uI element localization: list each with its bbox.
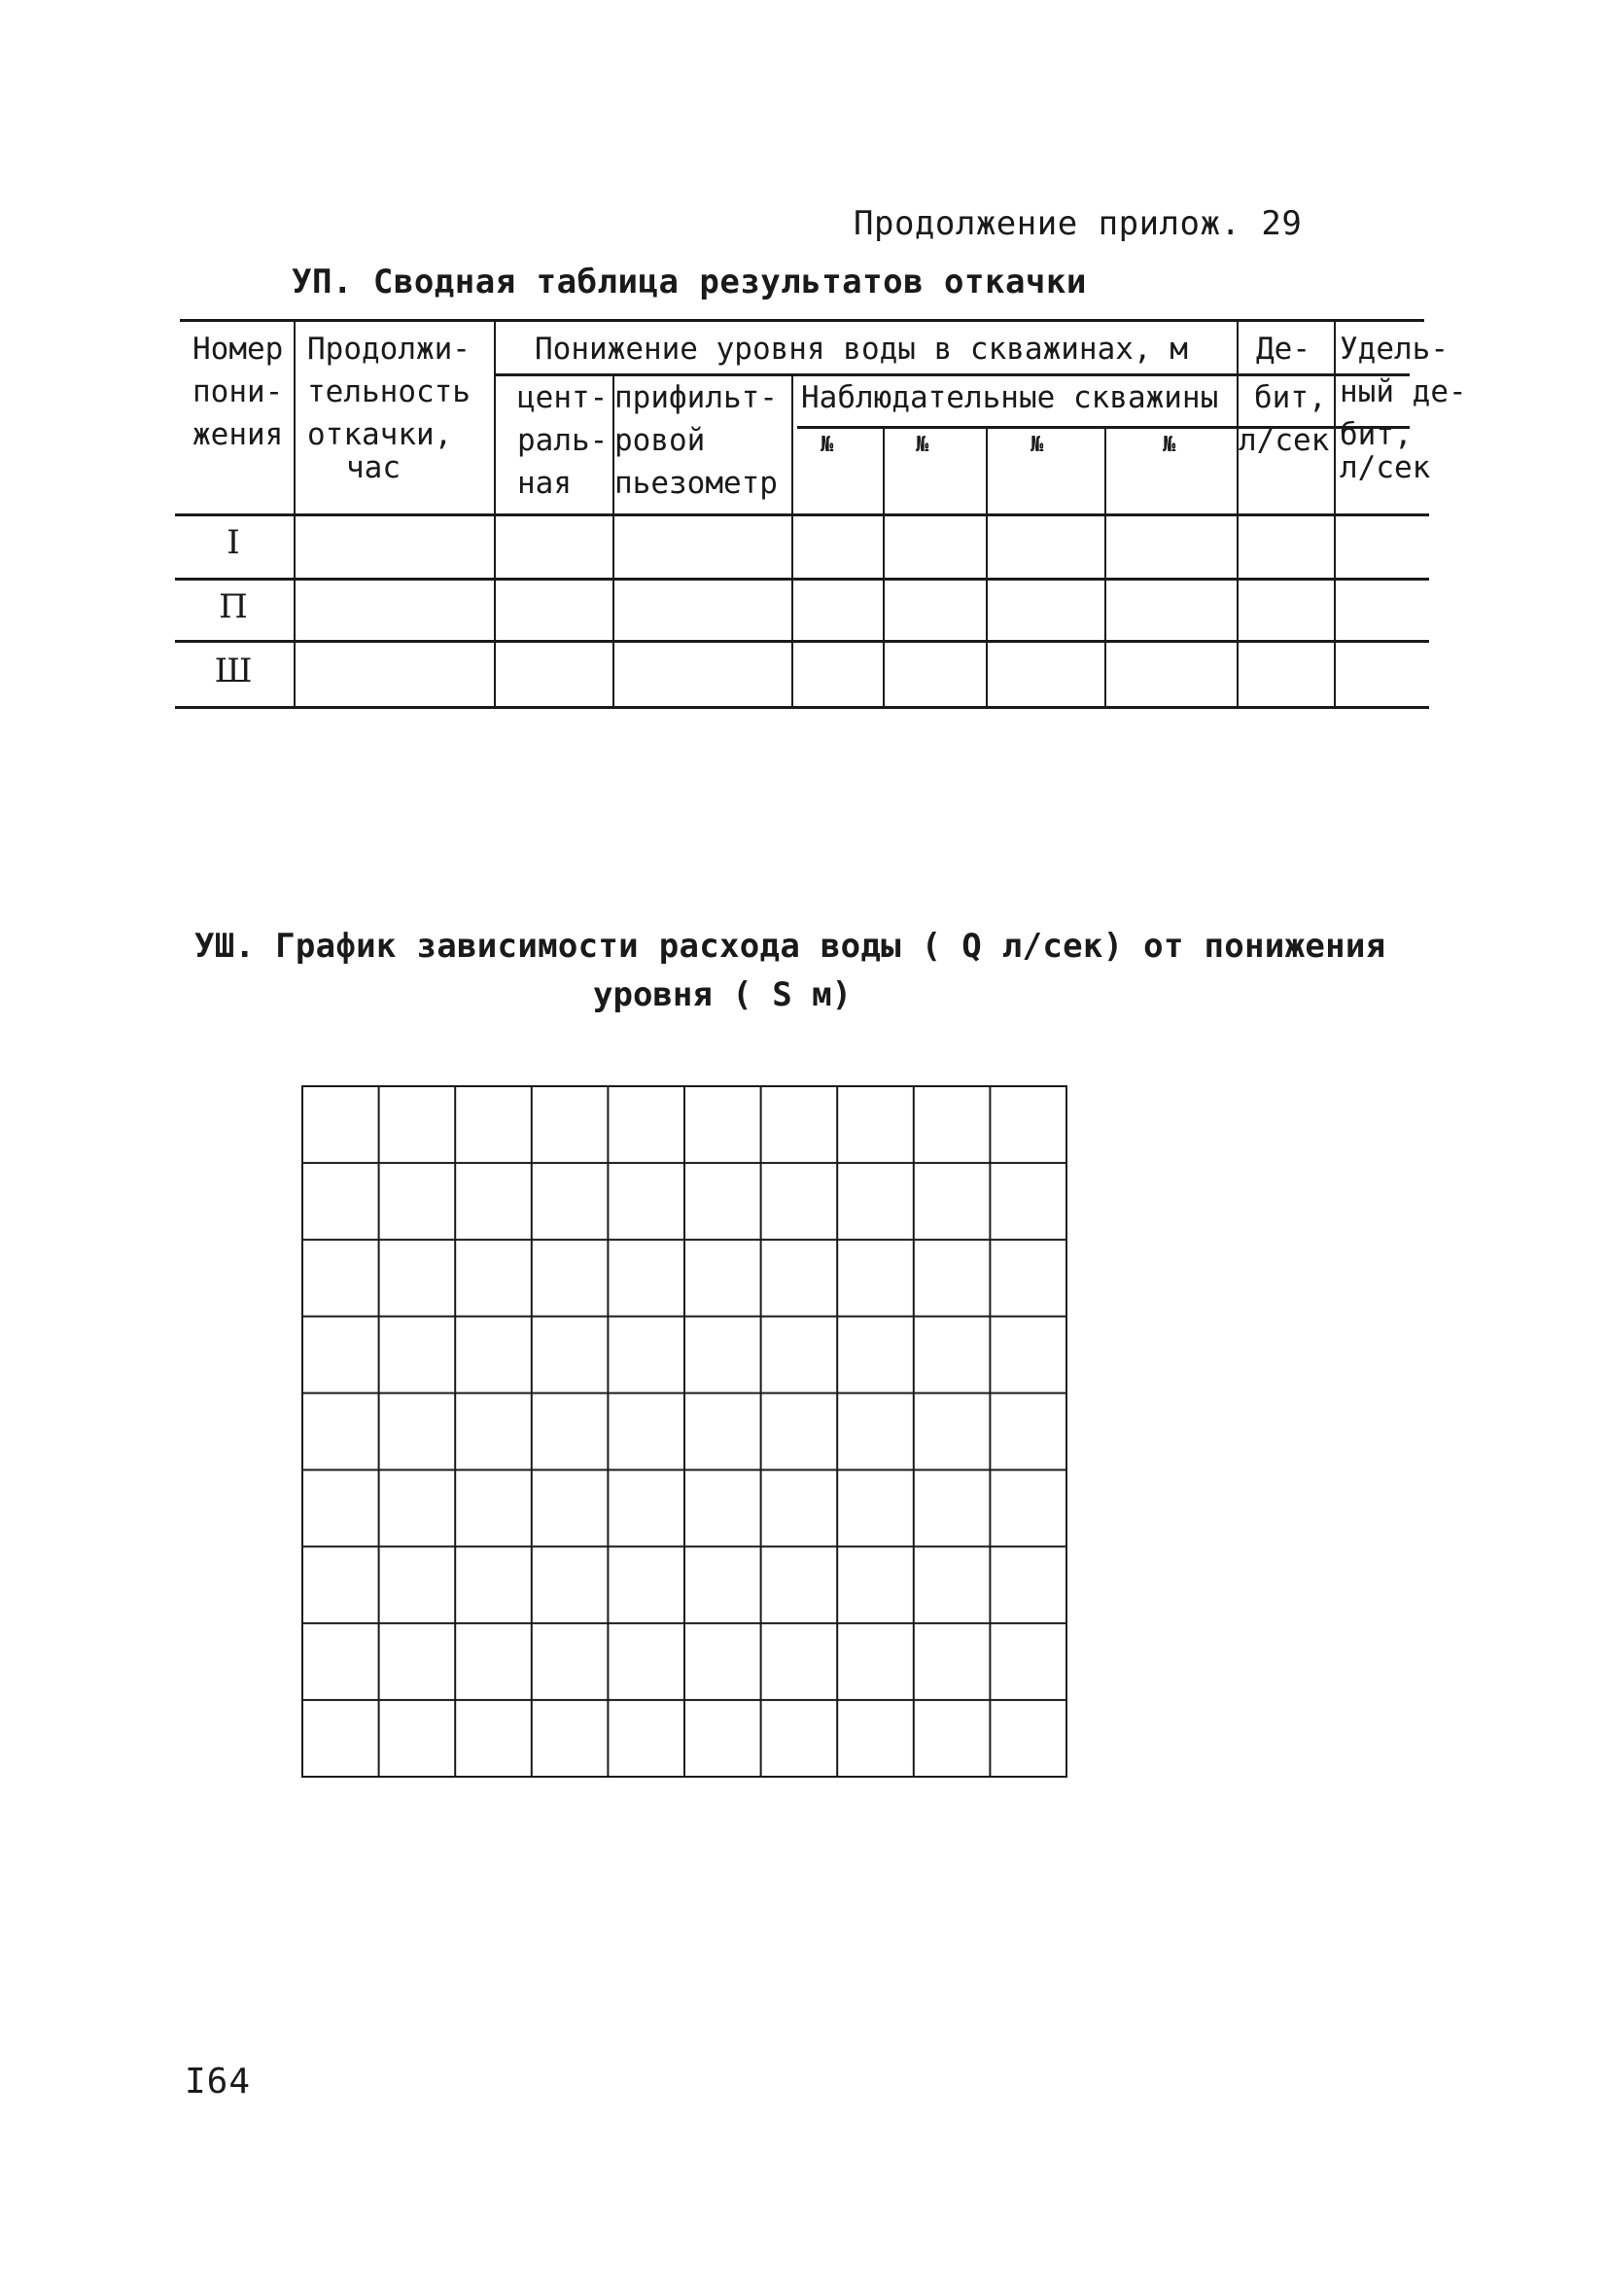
graph-title-line-2: уровня ( S м): [593, 975, 853, 1014]
header-well-number-2: №: [916, 433, 929, 457]
table-col-line: [494, 319, 496, 708]
summary-table-title: УП. Сводная таблица результатов откачки: [292, 263, 1087, 301]
header-piezometer-2: ровой: [614, 423, 706, 458]
header-specific-debit-4: л/сек: [1340, 450, 1431, 485]
header-well-number-1: №: [821, 433, 834, 457]
table-row-line-1: [175, 578, 1429, 581]
header-duration-2: тельность: [307, 374, 471, 409]
header-number-1: Номер: [192, 332, 284, 367]
header-specific-debit-1: Удель-: [1340, 332, 1449, 367]
table-col-line: [1104, 426, 1106, 708]
table-col-line: [1237, 319, 1239, 708]
row-label-1: I: [227, 523, 240, 562]
table-col-line: [1334, 319, 1336, 708]
header-central-3: ная: [517, 466, 572, 501]
table-col-line: [791, 373, 793, 708]
graph-title-line-1: УШ. График зависимости расхода воды ( Q л/сек) от понижения: [194, 927, 1386, 966]
summary-table: [175, 319, 1467, 710]
table-col-line: [294, 319, 296, 708]
header-duration-4: час: [346, 450, 401, 485]
page-number: I64: [185, 2062, 252, 2102]
table-col-line: [986, 426, 988, 708]
header-well-number-4: №: [1163, 433, 1176, 457]
row-label-2: П: [219, 587, 248, 626]
header-central-1: цент-: [517, 380, 609, 415]
header-duration-1: Продолжи-: [307, 332, 471, 367]
continuation-note: Продолжение прилож. 29: [854, 204, 1303, 243]
header-piezometer-1: прифильт-: [614, 380, 778, 415]
header-number-2: пони-: [192, 374, 284, 409]
header-well-number-3: №: [1031, 433, 1044, 457]
blank-graph-grid: [301, 1085, 1067, 1778]
header-debit-3: л/сек: [1239, 423, 1330, 458]
table-row-line-2: [175, 640, 1429, 643]
header-drawdown-group: Понижение уровня воды в скважинах, м: [535, 332, 1188, 367]
header-number-3: жения: [192, 417, 284, 452]
table-header-bottom: [175, 513, 1429, 516]
header-specific-debit-3: бит,: [1340, 417, 1413, 452]
header-observation-group: Наблюдательные скважины: [801, 380, 1219, 415]
header-piezometer-3: пьезометр: [614, 466, 778, 501]
row-label-3: Ш: [214, 652, 253, 690]
header-duration-3: откачки,: [307, 417, 453, 452]
header-specific-debit-2: ный де-: [1340, 374, 1467, 409]
header-central-2: раль-: [517, 423, 609, 458]
table-bottom-border: [175, 706, 1429, 709]
header-debit-1: Де-: [1256, 332, 1310, 367]
table-col-line: [883, 426, 885, 708]
table-subheader-line: [496, 373, 1410, 376]
header-debit-2: бит,: [1254, 380, 1327, 415]
